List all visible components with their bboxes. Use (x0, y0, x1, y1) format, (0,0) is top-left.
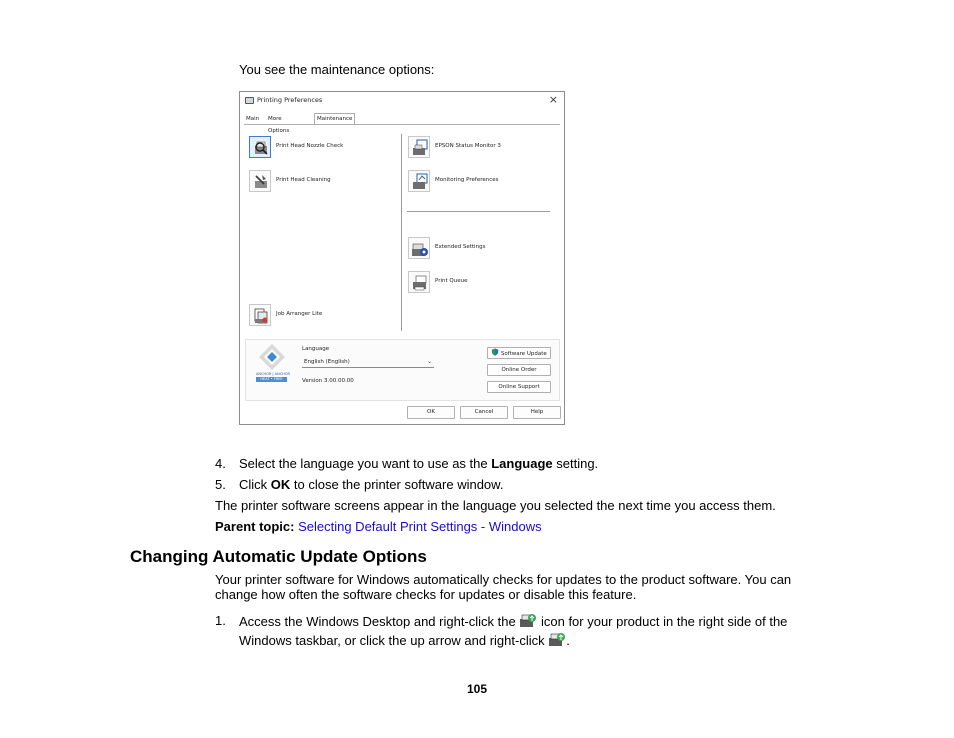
dialog-title-bar (240, 92, 564, 110)
job-arranger-icon (249, 304, 271, 326)
heat-free-badge: ANCHOR | ANCHOR HEAT • FREE (256, 372, 290, 381)
nozzle-check-icon (249, 136, 271, 158)
column-divider (401, 134, 402, 331)
step-5-number: 5. (215, 477, 226, 492)
help-button[interactable]: Help (513, 406, 561, 419)
parent-topic (215, 519, 542, 535)
nozzle-check-button[interactable] (249, 136, 369, 162)
step-4-number: 4. (215, 456, 226, 471)
close-icon[interactable]: × (548, 93, 558, 106)
print-queue-icon (408, 271, 430, 293)
dialog-title: Printing Preferences (257, 96, 323, 104)
printer-icon (245, 97, 254, 104)
page-number: 105 (466, 682, 488, 696)
parent-topic-label: Parent topic: (215, 519, 295, 534)
step-5-text: Click OK to close the printer software window. (239, 477, 504, 492)
step-1-line2: Windows taskbar, or click the up arrow and right-click . (239, 633, 570, 648)
tab-more-options[interactable]: More Options (268, 116, 290, 134)
job-arranger-label: Job Arranger Lite (276, 311, 323, 317)
printing-preferences-dialog (239, 91, 565, 425)
parent-topic-link[interactable]: Selecting Default Print Settings - Windows (298, 519, 542, 534)
right-divider (407, 211, 550, 212)
print-queue-label: Print Queue (435, 278, 468, 284)
status-monitor-label: EPSON Status Monitor 3 (435, 143, 501, 149)
step-1-number: 1. (215, 613, 226, 628)
tab-divider (244, 124, 560, 125)
step-4-text: Select the language you want to use as the Language setting. (239, 456, 599, 471)
tab-maintenance[interactable]: Maintenance (314, 113, 355, 125)
monitoring-preferences-button[interactable] (408, 170, 538, 196)
status-monitor-icon (408, 136, 430, 158)
result-paragraph: The printer software screens appear in the language you selected the next time you access them. (215, 498, 776, 513)
section-heading: Changing Automatic Update Options (130, 547, 427, 566)
language-label: Language (302, 346, 330, 352)
language-value: English (English) (304, 359, 350, 365)
extended-settings-button[interactable] (408, 237, 538, 263)
update-paragraph-line2: change how often the software checks for updates or disable this feature. (215, 587, 637, 602)
software-update-button[interactable] (487, 347, 551, 359)
version-text: Version 3.00.00.00 (302, 378, 354, 384)
status-monitor-button[interactable] (408, 136, 538, 162)
epson-software-updater-icon (548, 632, 566, 648)
shield-icon (491, 348, 499, 356)
online-support-button[interactable]: Online Support (487, 381, 551, 393)
update-paragraph-line1: Your printer software for Windows automatically checks for updates to the product software. You can (215, 572, 792, 587)
head-cleaning-label: Print Head Cleaning (276, 177, 331, 183)
chevron-down-icon: ⌄ (426, 358, 432, 365)
monitoring-preferences-label: Monitoring Preferences (435, 177, 499, 183)
monitoring-preferences-icon (408, 170, 430, 192)
extended-settings-label: Extended Settings (435, 244, 486, 250)
anchor-logo-icon (258, 343, 286, 371)
cancel-button[interactable]: Cancel (460, 406, 508, 419)
online-order-button[interactable]: Online Order (487, 364, 551, 376)
intro-text: You see the maintenance options: (239, 62, 435, 77)
ok-button[interactable]: OK (407, 406, 455, 419)
nozzle-check-label: Print Head Nozzle Check (276, 143, 344, 149)
job-arranger-button[interactable] (249, 304, 369, 330)
head-cleaning-icon (249, 170, 271, 192)
tab-main[interactable]: Main (246, 116, 260, 122)
epson-software-updater-icon (519, 613, 537, 629)
extended-settings-icon (408, 237, 430, 259)
language-select[interactable] (302, 357, 434, 368)
step-1-line1: Access the Windows Desktop and right-click the icon for your product in the right side of the (239, 614, 788, 629)
head-cleaning-button[interactable] (249, 170, 369, 196)
software-update-label: Software Update (500, 351, 547, 357)
print-queue-button[interactable] (408, 271, 538, 297)
